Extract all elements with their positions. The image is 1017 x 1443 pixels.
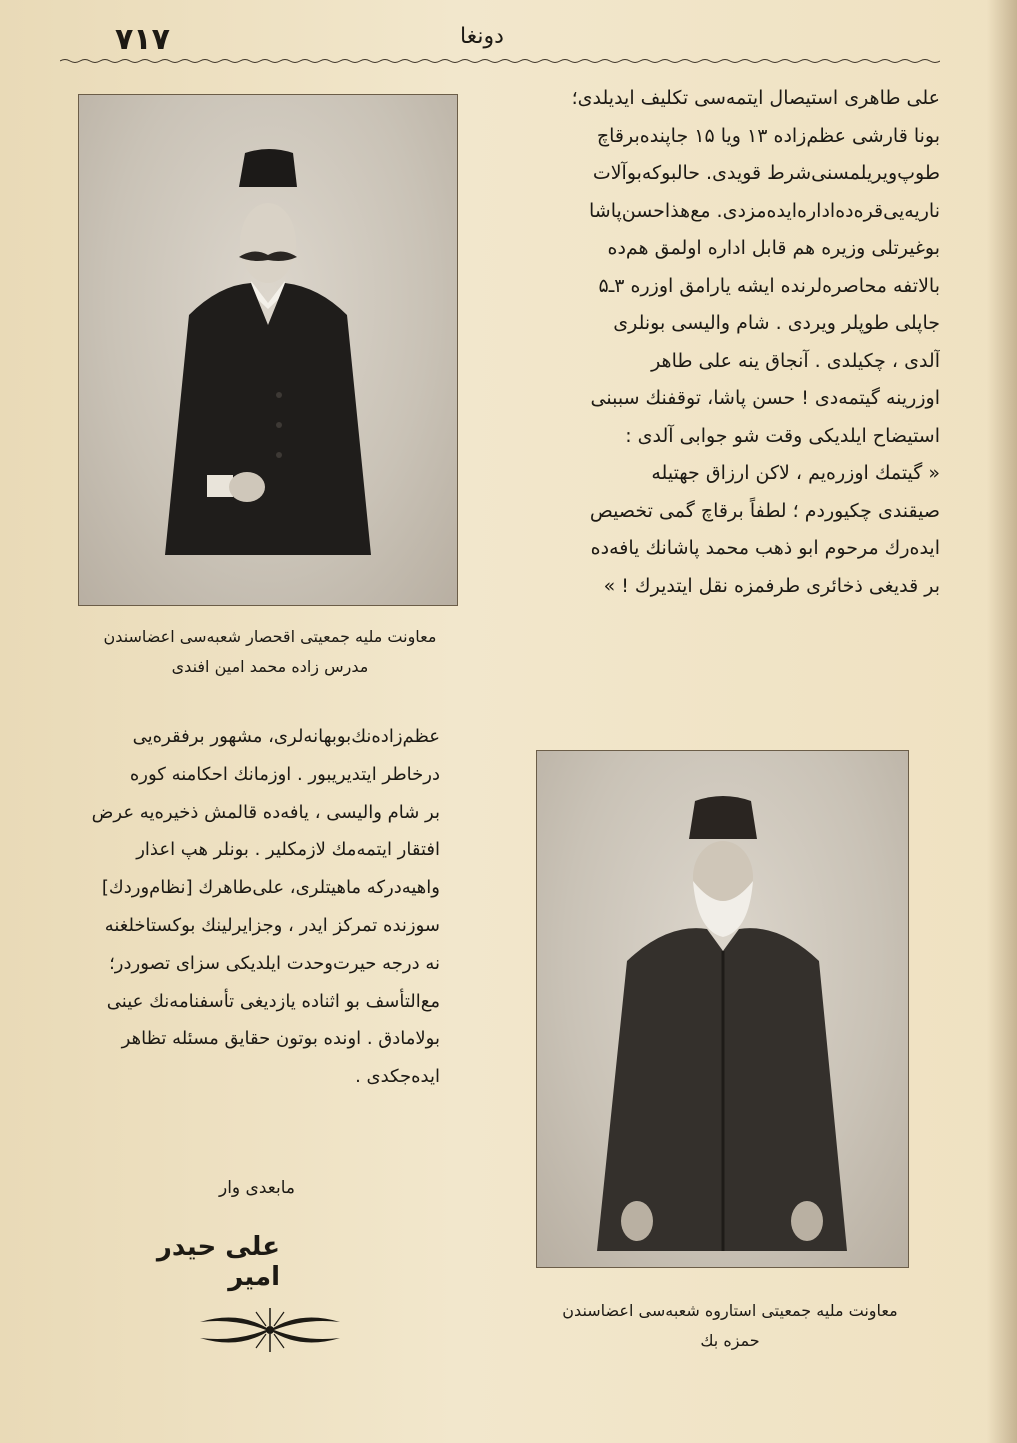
left-text-column (80, 718, 440, 1096)
caption-line: مدرس زاده محمد امین افندی (171, 657, 369, 676)
text-line: بر شام والیسی ، یافه‌ده قالمش ذخیره‌یه عرض (91, 801, 440, 823)
page-number: ٧١٧ (115, 22, 170, 57)
text-line: طوپ‌ویریلمسنی‌شرط قویدی. حالبوکه‌بوآلات (592, 162, 940, 184)
text-line: سوزنده تمرکز ایدر ، وجزایرلینك بوکستاخلغنه (104, 914, 440, 936)
text-line: افتقار ایتمه‌مك لازمکلیر . بونلر هپ اعذار (136, 839, 440, 861)
caption-line: معاونت ملیه جمعیتی استاروه شعبه‌سی اعضاسندن (562, 1301, 898, 1320)
portrait-photo-mehmed-emin (78, 94, 458, 606)
text-line: بونا قارشی عظم‌زاده ۱۳ ویا ۱۵ جاپنده‌برقاچ (596, 124, 940, 147)
portrait-photo-hamza-bey (536, 750, 909, 1268)
text-line: ایده‌رك مرحوم ابو ذهب محمد پاشانك یافه‌ده (590, 537, 940, 559)
text-line: صیقندی چکیوردم ؛ لطفاً برقاچ گمی تخصیص (589, 499, 940, 522)
to-be-continued-note: مابعدی وار (219, 1178, 295, 1198)
header-wavy-rule (60, 58, 940, 64)
page-header (60, 18, 940, 58)
text-line: استیضاح ایلدیکی وقت شو جوابی آلدی : (625, 424, 940, 447)
text-line: بوغیرتلی وزیره هم قابل اداره اولمق هم‌ده (607, 237, 940, 259)
text-line: بر قدیغی ذخائری طرفمزه نقل ایتدیرك ! » (603, 574, 940, 597)
text-line: بالاتفه محاصره‌لرنده ایشه یارامق اوزره ۳ـ۵ (598, 274, 940, 297)
text-line: بولامادق . اونده بوتون حقایق مسئله تظاهر (121, 1028, 440, 1050)
text-line: ایده‌جکدی . (355, 1066, 440, 1088)
text-line: مع‌التأسف بو اثناده یازدیغی تأسفنامه‌نك عینی (106, 990, 440, 1012)
page-edge-shadow (987, 0, 1017, 1443)
caption-line: معاونت ملیه جمعیتی اقحصار شعبه‌سی اعضاسندن (103, 627, 437, 646)
text-line: علی طاهری استیصال ایتمه‌سی تکلیف ایدیلدی؛ (571, 87, 940, 109)
photo-2-caption (520, 1296, 940, 1356)
text-line: ناریه‌یی‌قره‌ده‌اداره‌ایده‌مزدی. مع‌هذاحسن‌پاشا (588, 199, 940, 222)
text-line: نه درجه حیرت‌وحدت ایلدیکی سزای تصوردر؛ (109, 952, 440, 974)
text-line: آلدی ، چکیلدی . آنجاق ینه علی طاهر (651, 349, 940, 372)
portrait-figure-1 (79, 95, 457, 605)
photo-1-caption (70, 622, 470, 682)
right-text-column (520, 80, 940, 605)
text-line: « گیتمك اوزره‌یم ، لاكن ارزاق جهتیله (651, 462, 940, 484)
text-line: عظم‌زاده‌نك‌بوبهانه‌لری، مشهور برفقره‌یی (132, 726, 440, 747)
text-line: جاپلی طوپلر ویردی . شام والیسی بونلری (613, 312, 940, 334)
text-line: اوزرینه گیتمه‌دی ! حسن پاشا، توقفنك سببنی (590, 387, 940, 409)
text-line: واهیه‌درکه ماهیتلری، علی‌طاهرك [نظام‌وردك] (101, 877, 440, 899)
caption-line: حمزه بك (700, 1331, 760, 1350)
author-signature: علی حیدر امیر (156, 1232, 280, 1292)
portrait-figure-2 (537, 751, 908, 1267)
running-title: دونغا (460, 24, 504, 49)
text-line: درخاطر ایتدیریبور . اوزمانك احکامنه کوره (129, 763, 440, 785)
flourish-ornament-icon (190, 1300, 350, 1360)
